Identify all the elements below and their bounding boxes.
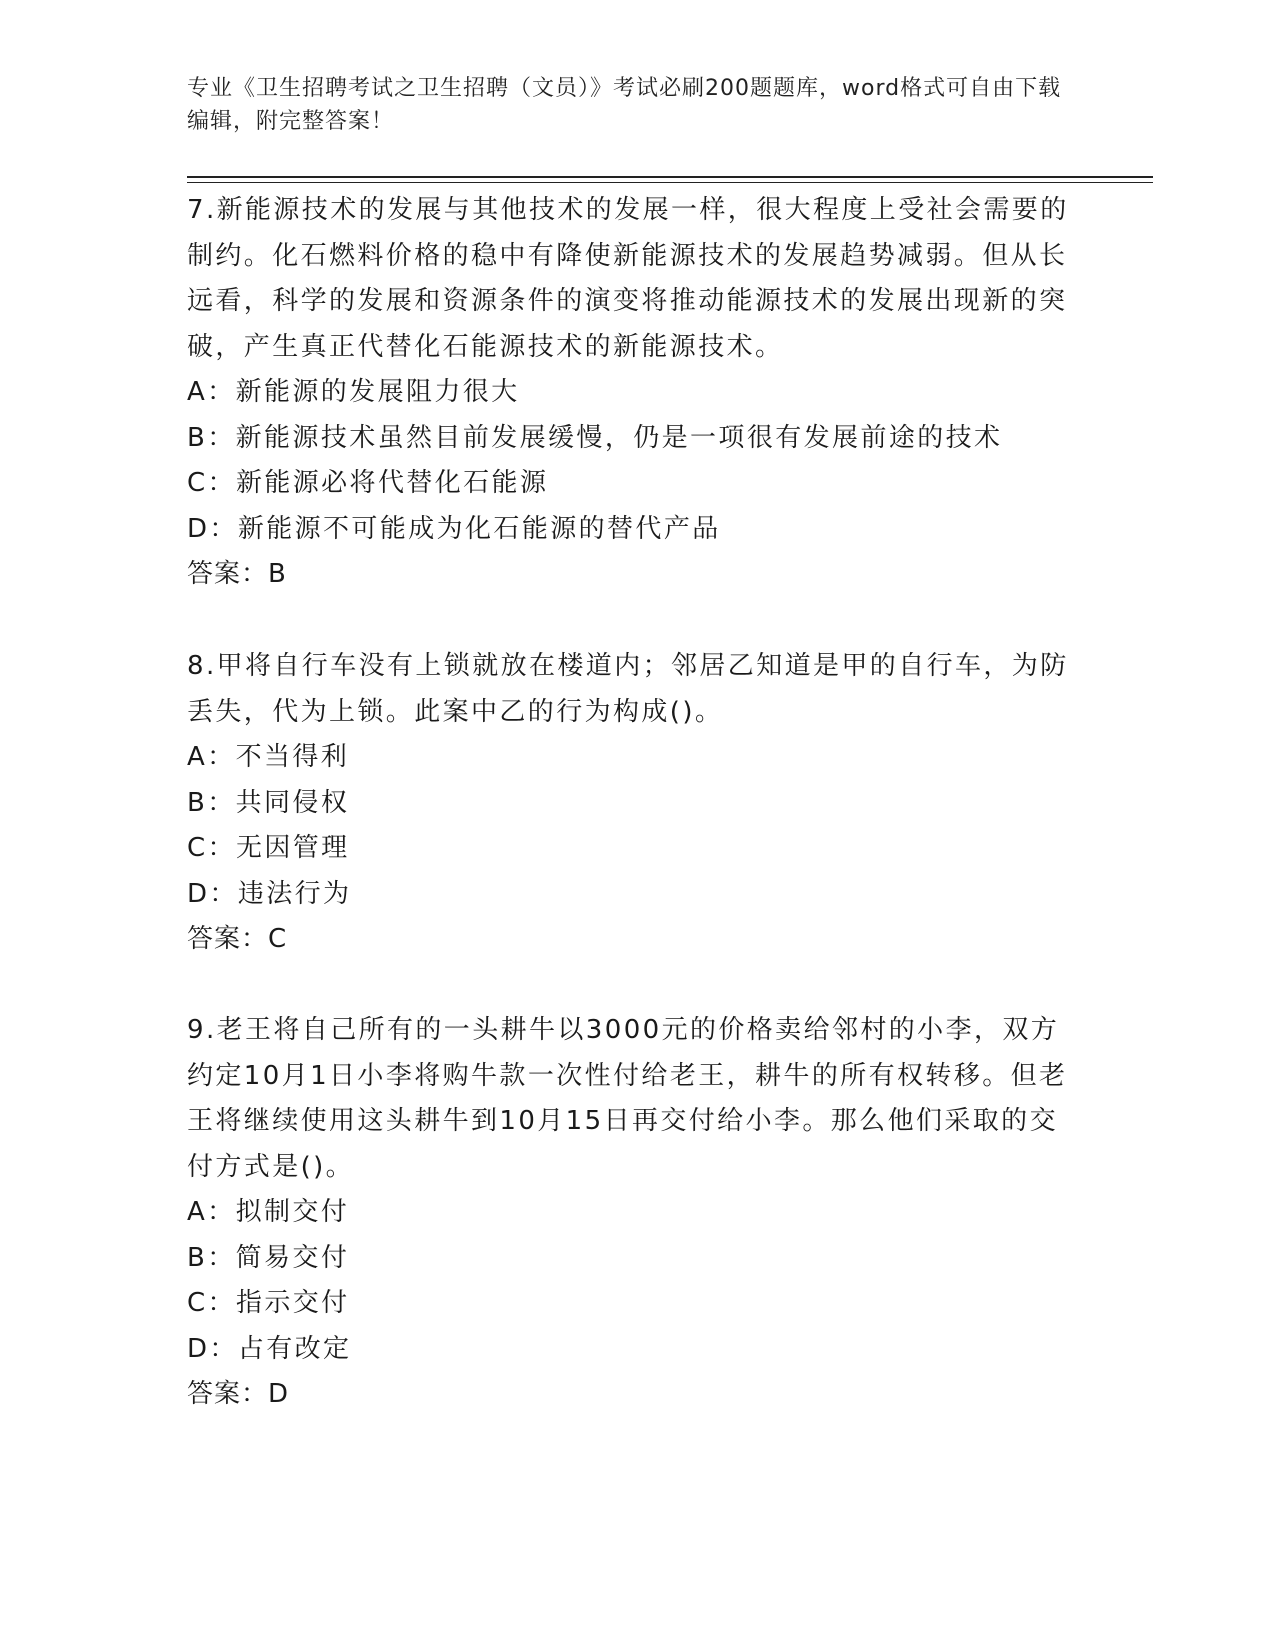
option-d: D：违法行为 bbox=[187, 878, 352, 909]
question-stem: 8.甲将自行车没有上锁就放在楼道内；邻居乙知道是甲的自行车，为防丢失，代为上锁。此案中乙的行为构成()。 bbox=[187, 651, 1069, 727]
option-b: B：简易交付 bbox=[187, 1242, 350, 1273]
answer-line: 答案：C bbox=[187, 924, 288, 954]
question-9 bbox=[187, 1008, 1077, 1418]
option-d: D：新能源不可能成为化石能源的替代产品 bbox=[187, 513, 721, 544]
option-a: A：不当得利 bbox=[187, 742, 350, 772]
option-b: B：共同侵权 bbox=[187, 787, 350, 818]
question-stem: 9.老王将自己所有的一头耕牛以3000元的价格卖给邻村的小李，双方约定10月1日小李将购牛款一次性付给老王，耕牛的所有权转移。但老王将继续使用这头耕牛到10月15日再交付给小李。那么他们采取的交付方式是()。 bbox=[187, 1015, 1068, 1182]
question-7 bbox=[187, 188, 1077, 598]
document-header: 专业《卫生招聘考试之卫生招聘（文员）》考试必刷200题题库，word格式可自由下载编辑，附完整答案！ bbox=[187, 76, 1062, 134]
question-stem: 7.新能源技术的发展与其他技术的发展一样，很大程度上受社会需要的制约。化石燃料价格的稳中有降使新能源技术的发展趋势减弱。但从长远看，科学的发展和资源条件的演变将推动能源技术的发展出现新的突破，产生真正代替化石能源技术的新能源技术。 bbox=[187, 195, 1069, 362]
option-b: B：新能源技术虽然目前发展缓慢，仍是一项很有发展前途的技术 bbox=[187, 422, 1003, 453]
option-a: A：新能源的发展阻力很大 bbox=[187, 377, 520, 407]
answer-line: 答案：B bbox=[187, 559, 287, 589]
header-divider-thick bbox=[187, 176, 1153, 178]
option-c: C：新能源必将代替化石能源 bbox=[187, 468, 549, 498]
option-c: C：指示交付 bbox=[187, 1288, 350, 1318]
question-8 bbox=[187, 644, 1077, 963]
option-d: D：占有改定 bbox=[187, 1333, 352, 1364]
header-divider-thin bbox=[187, 182, 1153, 183]
option-a: A：拟制交付 bbox=[187, 1197, 350, 1227]
option-c: C：无因管理 bbox=[187, 833, 350, 863]
answer-line: 答案：D bbox=[187, 1379, 290, 1409]
